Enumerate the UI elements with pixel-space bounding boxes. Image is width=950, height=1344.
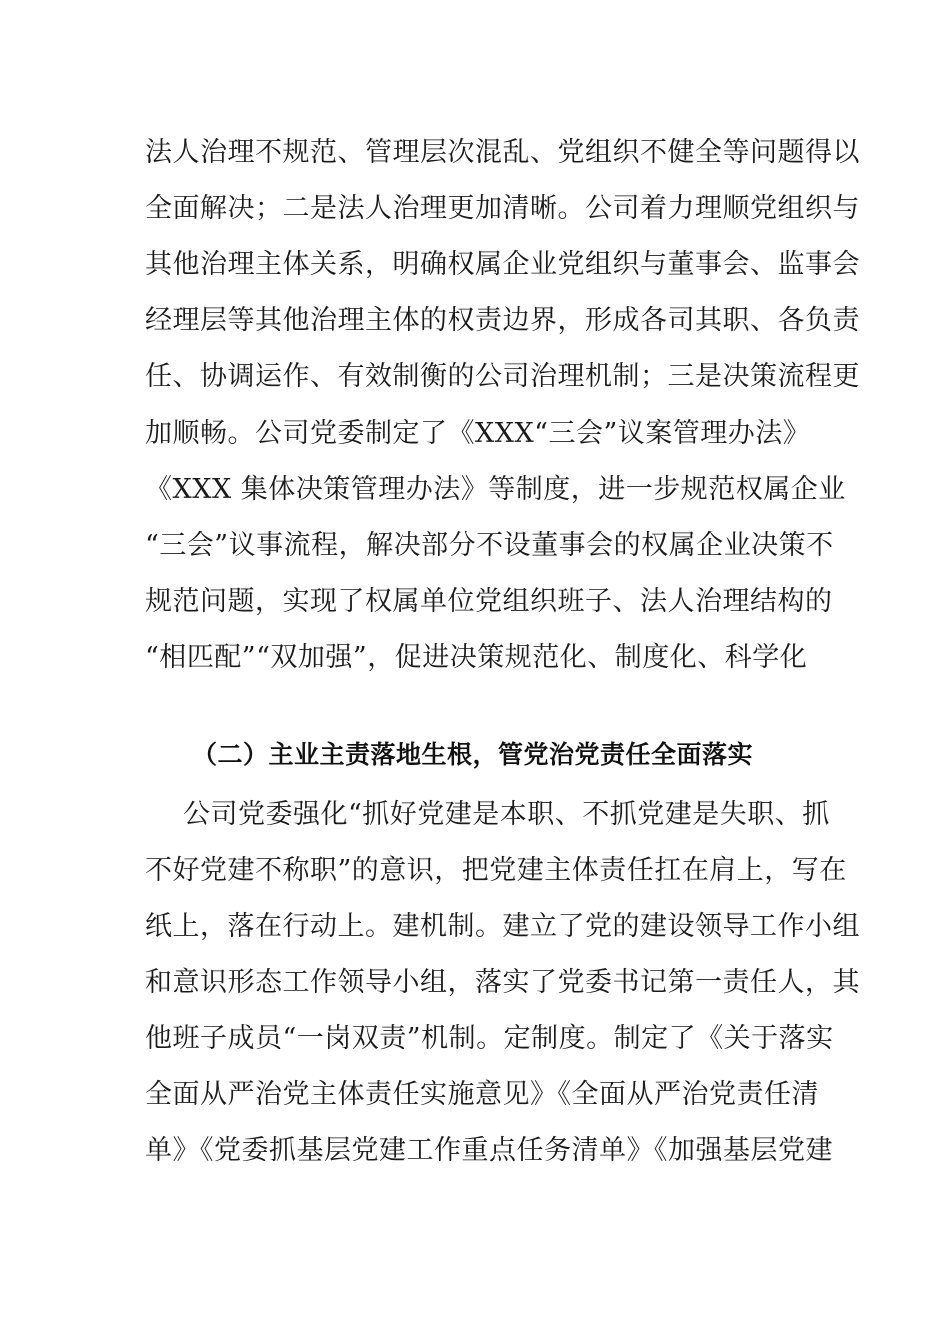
- paragraph1-line-3: 其他治理主体关系，明确权属企业党组织与董事会、监事会: [145, 249, 860, 280]
- section2-line-2: 不好党建不称职”的意识，把党建主体责任扛在肩上，写在: [145, 855, 847, 886]
- section2-line-4: 和意识形态工作领导小组，落实了党委书记第一责任人，其: [145, 967, 860, 998]
- paragraph1-line-5: 任、协调运作、有效制衡的公司治理机制；三是决策流程更: [145, 361, 860, 392]
- paragraph1-line-7: 《XXX 集体决策管理办法》等制度，进一步规范权属企业: [145, 474, 846, 505]
- section2-line-5: 他班子成员“一岗双责”机制。定制度。制定了《关于落实: [145, 1023, 834, 1054]
- paragraph1-line-6: 加顺畅。公司党委制定了《XXX“三会”议案管理办法》: [145, 418, 811, 449]
- section2-heading: （二）主业主责落地生根，管党治党责任全面落实: [192, 740, 754, 769]
- paragraph1-line-10: “相匹配”“双加强”，促进决策规范化、制度化、科学化: [145, 642, 808, 673]
- section2-line-3: 纸上，落在行动上。建机制。建立了党的建设领导工作小组: [145, 911, 860, 942]
- paragraph1-line-2: 全面解决；二是法人治理更加清晰。公司着力理顺党组织与: [145, 193, 860, 224]
- paragraph1-line-4: 经理层等其他治理主体的权责边界，形成各司其职、各负责: [145, 305, 860, 336]
- section2-line-6: 全面从严治党主体责任实施意见》《全面从严治党责任清: [145, 1079, 819, 1110]
- section2-line-7: 单》《党委抓基层党建工作重点任务清单》《加强基层党建: [145, 1135, 833, 1166]
- paragraph1-line-8: “三会”议事流程，解决部分不设董事会的权属企业决策不: [145, 530, 834, 561]
- paragraph1-line-1: 法人治理不规范、管理层次混乱、党组织不健全等问题得以: [145, 137, 860, 168]
- paragraph1-line-9: 规范问题，实现了权属单位党组织班子、法人治理结构的: [145, 586, 833, 617]
- section2-line-1: 公司党委强化“抓好党建是本职、不抓党建是失职、抓: [183, 799, 830, 830]
